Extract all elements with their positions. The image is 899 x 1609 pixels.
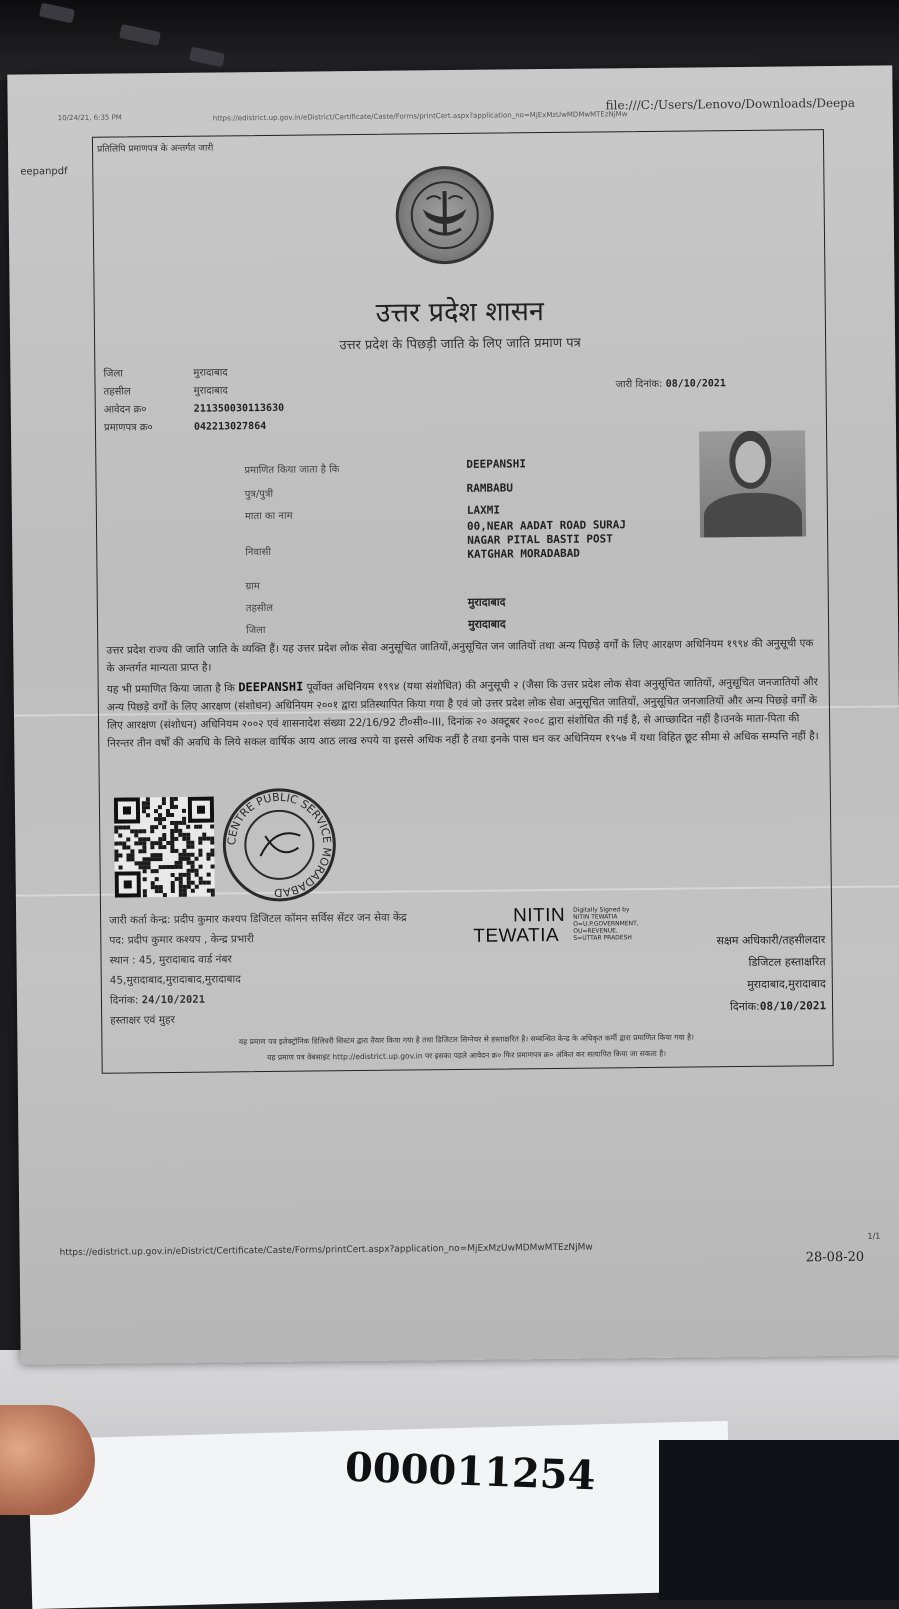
qr-cell (179, 881, 183, 885)
qr-cell (170, 829, 174, 833)
qr-cell (186, 857, 190, 861)
meta-value: 211350030113630 (193, 402, 285, 415)
qr-cell (154, 825, 158, 829)
qr-cell (187, 877, 191, 881)
qr-cell (191, 865, 195, 869)
qr-cell (182, 809, 186, 813)
qr-cell (183, 889, 187, 893)
qr-cell (151, 869, 155, 873)
qr-cell (198, 837, 202, 841)
applicant-photo (699, 430, 806, 537)
issuer-post: पद: प्रदीप कुमार कश्यप , केन्द्र प्रभारी (109, 933, 254, 947)
qr-cell (182, 857, 186, 861)
qr-cell (130, 857, 134, 861)
digital-note-line: S=UTTAR PRADESH (573, 934, 632, 942)
qr-cell (147, 861, 151, 865)
qr-cell (190, 853, 194, 857)
keyboard-key (39, 3, 75, 24)
qr-cell (179, 893, 183, 897)
meta-value: 042213027864 (193, 420, 267, 433)
qr-cell (163, 865, 167, 869)
qr-cell (142, 809, 146, 813)
qr-cell (139, 861, 143, 865)
up-emblem (395, 166, 494, 265)
digital-note-line: Digitally Signed by (573, 906, 630, 914)
qr-cell (146, 857, 150, 861)
qr-cell (171, 865, 175, 869)
certificate-paragraph-2 (107, 672, 820, 752)
printed-page (7, 65, 899, 1364)
qr-cell (143, 869, 147, 873)
keyboard-key (119, 24, 161, 46)
qr-cell (146, 801, 150, 805)
qr-cell (171, 885, 175, 889)
issue-date-label: जारी दिनांक: (615, 378, 663, 391)
qr-cell (179, 889, 183, 893)
qr-cell (151, 885, 155, 889)
qr-cell (143, 865, 147, 869)
qr-cell (186, 825, 190, 829)
qr-cell (186, 841, 190, 845)
qr-cell (162, 837, 166, 841)
browser-url-top: https://edistrict.up.gov.in/eDistrict/Certificate/Caste/Forms/printCert.aspx?application_no=MjExMzUwMDMwMTEzNjMw (212, 110, 628, 123)
qr-cell (206, 837, 210, 841)
qr-cell (142, 857, 146, 861)
emblem-icon (398, 169, 491, 262)
issue-date (615, 375, 726, 390)
qr-cell (142, 849, 146, 853)
officer-signed-label: डिजिटल हस्ताक्षरित (748, 955, 826, 969)
qr-cell (126, 825, 130, 829)
qr-cell (210, 825, 214, 829)
qr-cell (142, 837, 146, 841)
qr-cell (186, 853, 190, 857)
qr-cell (179, 861, 183, 865)
qr-cell (178, 829, 182, 833)
qr-cell (142, 805, 146, 809)
qr-cell (210, 837, 214, 841)
qr-cell (122, 825, 126, 829)
qr-cell (118, 834, 122, 838)
qr-cell (179, 885, 183, 889)
qr-cell (175, 861, 179, 865)
father-name: RAMBABU (466, 481, 514, 495)
qr-cell (178, 821, 182, 825)
qr-cell (143, 893, 147, 897)
qr-cell (138, 849, 142, 853)
qr-cell (126, 857, 130, 861)
qr-cell (114, 826, 118, 830)
qr-cell (198, 853, 202, 857)
signer-last-name: TEWATIA (473, 924, 560, 947)
issuer-center: जारी कर्ता केन्द्र: प्रदीप कुमार कश्यप डिजिटल कॉमन सर्विस सेंटर जन सेवा केंद्र (109, 911, 407, 927)
browser-file-path: file:///C:/Users/Lenovo/Downloads/Deepa (605, 95, 856, 113)
qr-cell (170, 797, 174, 801)
qr-cell (147, 865, 151, 869)
qr-cell (162, 845, 166, 849)
qr-cell (126, 853, 130, 857)
certificate-paragraph-1: उत्तर प्रदेश राज्य की जाति जाति के व्यक्ति हैं। यह उत्तर प्रदेश लोक सेवा अनुसूचित जातियों,अनुसूचित जन जातियों तथा अन्य पिछड़े वर्गों के लिए आरक्षण अधिनियम १९९४ की अनुसूची एक के अन्तर्गत मान्यता प्राप्त है। (106, 637, 814, 675)
qr-cell (143, 861, 147, 865)
meta-label: आवेदन क्र० (103, 404, 147, 416)
qr-cell (142, 841, 146, 845)
mother-name: LAXMI (466, 503, 501, 517)
qr-cell (202, 833, 206, 837)
officer-place: मुरादाबाद,मुरादाबाद (747, 977, 826, 991)
applicant-name: DEEPANSHI (466, 457, 527, 471)
address-line: 00,NEAR AADAT ROAD SURAJ (466, 518, 627, 533)
page-number: 1/1 (867, 1231, 881, 1241)
qr-cell (146, 813, 150, 817)
qr-cell (130, 829, 134, 833)
qr-cell (191, 881, 195, 885)
officer-designation: सक्षम अधिकारी/तहसीलदार (716, 933, 826, 948)
qr-cell (210, 853, 214, 857)
qr-cell (183, 893, 187, 897)
qr-cell (187, 873, 191, 877)
issuer-place-2: 45,मुरादाबाद,मुरादाबाद,मुरादाबाद (109, 973, 241, 987)
digital-note-line: NITIN TEWATIA (573, 913, 618, 921)
qr-cell (190, 841, 194, 845)
issuer-date-label: दिनांक: (109, 994, 139, 1007)
qr-cell (130, 849, 134, 853)
qr-cell (158, 817, 162, 821)
qr-cell (118, 826, 122, 830)
qr-cell (170, 833, 174, 837)
qr-cell (163, 893, 167, 897)
certificate-top-note: प्रतिलिपि प्रमाणपत्र के अन्तर्गत जारी (97, 143, 214, 155)
qr-cell (134, 841, 138, 845)
qr-cell (150, 853, 154, 857)
qr-cell (207, 873, 211, 877)
qr-cell (126, 845, 130, 849)
qr-cell (179, 873, 183, 877)
browser-datetime: 10/24/21, 6:35 PM (57, 113, 122, 123)
issuer-date (110, 989, 540, 1008)
qr-cell (182, 837, 186, 841)
qr-cell (162, 801, 166, 805)
meta-value: मुरादाबाद (193, 385, 228, 397)
qr-cell (170, 813, 174, 817)
relation-label: पुत्र/पुत्री (244, 488, 274, 501)
qr-cell (195, 885, 199, 889)
qr-cell (159, 889, 163, 893)
qr-cell (194, 825, 198, 829)
paragraph-rest: पूर्वोक्त अधिनियम १९९४ (यथा संशोधित) की अनुसूची २ (जैसा कि उत्तर प्रदेश लोक सेवा अनुसूचित जातियों, अनुसूचित जनजातियों और अन्य पिछड़े वर्गों के लिए आरक्षण (संशोधन) अधिनियम २००१ द्वारा प्रतिस्थापित किया गया है एवं जो उत्तर प्रदेश लोक सेवा अनुसूचित जातियों, अनुसूचित जनजातियों और अन्य पिछड़े वर्गों के लिए आरक्षण (संशोधन) अधिनियम २००२ एवं शासनादेश संख्या 22/16/92 टी०सी०-III, दिनांक २० अक्टूबर २००८ द्वारा संशोधित की गई है, से आच्छादित नहीं है।उनके माता-पिता की निरन्तर तीन वर्षों की अवधि के लिये सकल वार्षिक आय आठ लाख रुपये या इससे अधिक नहीं है तथा इनके पास धन कर अधिनियम १९५७ में यथा विहित छूट सीमा से अधिक सम्पत्ति नहीं है। (106, 676, 819, 750)
qr-cell (210, 841, 214, 845)
qr-cell (195, 873, 199, 877)
issuer-sign-label: हस्ताक्षर एवं मुहर (110, 1013, 175, 1027)
qr-cell (150, 857, 154, 861)
qr-cell (170, 805, 174, 809)
qr-cell (187, 869, 191, 873)
footer-line-2: यह प्रमाण पत्र वेबसाइट http://edistrict.up.gov.in पर इसका पहले आवेदन क्र० फिर प्रमाणपत्र क्र० अंकित कर सत्यापित किया जा सकता है। (267, 1048, 667, 1063)
paragraph-prefix: यह भी प्रमाणित किया जाता है कि (106, 682, 236, 696)
qr-cell (206, 853, 210, 857)
qr-cell (195, 869, 199, 873)
qr-cell (174, 825, 178, 829)
mother-label: माता का नाम (244, 510, 293, 523)
qr-cell (190, 845, 194, 849)
qr-cell (207, 889, 211, 893)
qr-cell (158, 837, 162, 841)
qr-cell (166, 813, 170, 817)
qr-cell (122, 845, 126, 849)
government-title: उत्तर प्रदेश शासन (375, 296, 545, 329)
qr-cell (187, 881, 191, 885)
qr-cell (186, 837, 190, 841)
qr-cell (114, 830, 118, 834)
qr-cell (114, 850, 118, 854)
seal-text: CENTRE PUBLIC SERVICE MORADABAD (225, 790, 334, 899)
qr-cell (211, 893, 215, 897)
qr-cell (150, 841, 154, 845)
qr-cell (207, 881, 211, 885)
thumb (0, 1405, 95, 1515)
qr-cell (210, 849, 214, 853)
qr-cell (174, 821, 178, 825)
meta-label: प्रमाणपत्र क्र० (103, 422, 153, 434)
issue-date-value: 08/10/2021 (665, 378, 726, 390)
footer-line-1: यह प्रमाण पत्र इलेक्ट्रॉनिक डिलिवरी सिस्टम द्वारा तैयार किया गया है तथा डिजिटल सिग्नेचर से हस्ताक्षरित है। सम्बन्धित केन्द्र के अधिकृत कर्मी द्वारा प्रमाणित किया गया है। (238, 1032, 694, 1047)
qr-cell (158, 853, 162, 857)
qr-cell (183, 885, 187, 889)
qr-cell (162, 797, 166, 801)
qr-cell (154, 809, 158, 813)
qr-cell (138, 829, 142, 833)
qr-cell (134, 829, 138, 833)
qr-cell (158, 841, 162, 845)
qr-cell (114, 842, 118, 846)
qr-cell (142, 845, 146, 849)
qr-cell (211, 865, 215, 869)
qr-cell (134, 833, 138, 837)
qr-cell (154, 817, 158, 821)
qr-cell (187, 885, 191, 889)
qr-cell (170, 841, 174, 845)
qr-cell (159, 865, 163, 869)
qr-cell (179, 865, 183, 869)
qr-cell (146, 805, 150, 809)
qr-cell (122, 841, 126, 845)
qr-cell (154, 841, 158, 845)
browser-url-bottom: https://edistrict.up.gov.in/eDistrict/Certificate/Caste/Forms/printCert.aspx?application_no=MjExMzUwMDMwMTEzNjMw (59, 1242, 593, 1259)
qr-cell (186, 845, 190, 849)
qr-cell (178, 853, 182, 857)
qr-code (114, 797, 215, 898)
qr-cell (170, 849, 174, 853)
qr-cell (174, 797, 178, 801)
qr-cell (170, 845, 174, 849)
qr-cell (158, 857, 162, 861)
meta-application-no (104, 400, 284, 416)
qr-cell (158, 845, 162, 849)
qr-cell (155, 885, 159, 889)
meta-label: जिला (103, 368, 123, 380)
qr-cell (158, 805, 162, 809)
meta-certificate-no (104, 418, 266, 434)
meta-tehsil (104, 382, 228, 397)
address-line: KATGHAR MORADABAD (467, 546, 580, 561)
browser-title: eepanpdf (20, 166, 68, 178)
qr-cell (135, 861, 139, 865)
qr-cell (150, 825, 154, 829)
qr-cell (155, 889, 159, 893)
tehsil-value: मुरादाबाद (467, 595, 506, 609)
qr-cell (174, 849, 178, 853)
qr-cell (182, 833, 186, 837)
officer-date-label: दिनांक: (729, 999, 760, 1014)
qr-cell (174, 805, 178, 809)
district-label: जिला (246, 624, 266, 637)
qr-cell (146, 797, 150, 801)
qr-cell (118, 842, 122, 846)
qr-cell (130, 853, 134, 857)
qr-cell (143, 877, 147, 881)
qr-cell (199, 865, 203, 869)
qr-cell (166, 809, 170, 813)
digital-note-line: O=U.P.GOVERNMENT, (573, 920, 639, 928)
qr-cell (187, 861, 191, 865)
qr-cell (170, 837, 174, 841)
tehsil-label: तहसील (245, 602, 274, 615)
qr-cell (191, 869, 195, 873)
qr-cell (155, 869, 159, 873)
serial-number: 000011254 (344, 1443, 597, 1500)
address-label: निवासी (245, 546, 271, 559)
qr-cell (143, 889, 147, 893)
qr-cell (158, 813, 162, 817)
qr-cell (139, 865, 143, 869)
qr-cell (198, 825, 202, 829)
background-shadow (659, 1440, 899, 1600)
qr-cell (126, 837, 130, 841)
qr-cell (155, 877, 159, 881)
signer-first-name: NITIN (512, 904, 566, 927)
qr-cell (198, 841, 202, 845)
qr-cell (158, 821, 162, 825)
qr-cell (166, 841, 170, 845)
issuer-place: स्थान : 45, मुरादाबाद वार्ड नंबर (109, 953, 232, 967)
meta-district (103, 364, 227, 379)
meta-label: तहसील (103, 386, 131, 398)
qr-cell (162, 833, 166, 837)
qr-cell (138, 841, 142, 845)
qr-cell (170, 821, 174, 825)
qr-cell (174, 829, 178, 833)
qr-cell (182, 821, 186, 825)
qr-cell (203, 881, 207, 885)
qr-cell (178, 857, 182, 861)
qr-cell (150, 829, 154, 833)
qr-cell (211, 889, 215, 893)
qr-cell (114, 854, 118, 858)
qr-cell (199, 877, 203, 881)
qr-cell (170, 801, 174, 805)
qr-cell (206, 857, 210, 861)
qr-cell (118, 854, 122, 858)
qr-cell (171, 889, 175, 893)
certified-label: प्रमाणित किया जाता है कि (244, 464, 340, 477)
district-value: मुरादाबाद (467, 617, 506, 631)
print-date: 28-08-20 (805, 1249, 865, 1266)
qr-cell (179, 877, 183, 881)
qr-cell (178, 833, 182, 837)
village-label: ग्राम (245, 581, 260, 593)
keyboard-key (189, 47, 225, 68)
qr-cell (174, 837, 178, 841)
qr-cell (182, 817, 186, 821)
digital-note-line: OU=REVENUE, (573, 927, 618, 935)
address-line: NAGAR PITAL BASTI POST (467, 532, 613, 547)
qr-cell (114, 858, 118, 862)
qr-cell (191, 889, 195, 893)
qr-cell (150, 845, 154, 849)
qr-cell (154, 857, 158, 861)
meta-value: मुरादाबाद (193, 367, 228, 379)
qr-cell (171, 881, 175, 885)
qr-cell (138, 837, 142, 841)
qr-cell (199, 881, 203, 885)
qr-cell (159, 885, 163, 889)
officer-date (730, 998, 826, 1014)
qr-cell (175, 865, 179, 869)
qr-cell (175, 877, 179, 881)
qr-cell (142, 829, 146, 833)
qr-cell (167, 865, 171, 869)
certificate-subtitle: उत्तर प्रदेश के पिछड़ी जाति के लिए जाति प्रमाण पत्र (339, 335, 581, 354)
qr-cell (151, 881, 155, 885)
qr-cell (154, 853, 158, 857)
center-seal (220, 785, 339, 904)
qr-cell (119, 866, 123, 870)
officer-date-value: 08/10/2021 (759, 999, 827, 1013)
qr-cell (171, 873, 175, 877)
qr-cell (182, 849, 186, 853)
qr-cell (202, 837, 206, 841)
qr-cell (186, 833, 190, 837)
qr-cell (146, 837, 150, 841)
qr-cell (191, 861, 195, 865)
qr-cell (194, 857, 198, 861)
qr-cell (183, 873, 187, 877)
paragraph-name: DEEPANSHI (238, 679, 304, 695)
qr-cell (162, 817, 166, 821)
qr-cell (198, 849, 202, 853)
digital-signature-note (573, 906, 639, 942)
issuer-date-value: 24/10/2021 (141, 993, 206, 1007)
qr-cell (182, 853, 186, 857)
qr-cell (142, 801, 146, 805)
address (467, 518, 626, 562)
qr-cell (162, 825, 166, 829)
certificate (92, 129, 834, 1074)
